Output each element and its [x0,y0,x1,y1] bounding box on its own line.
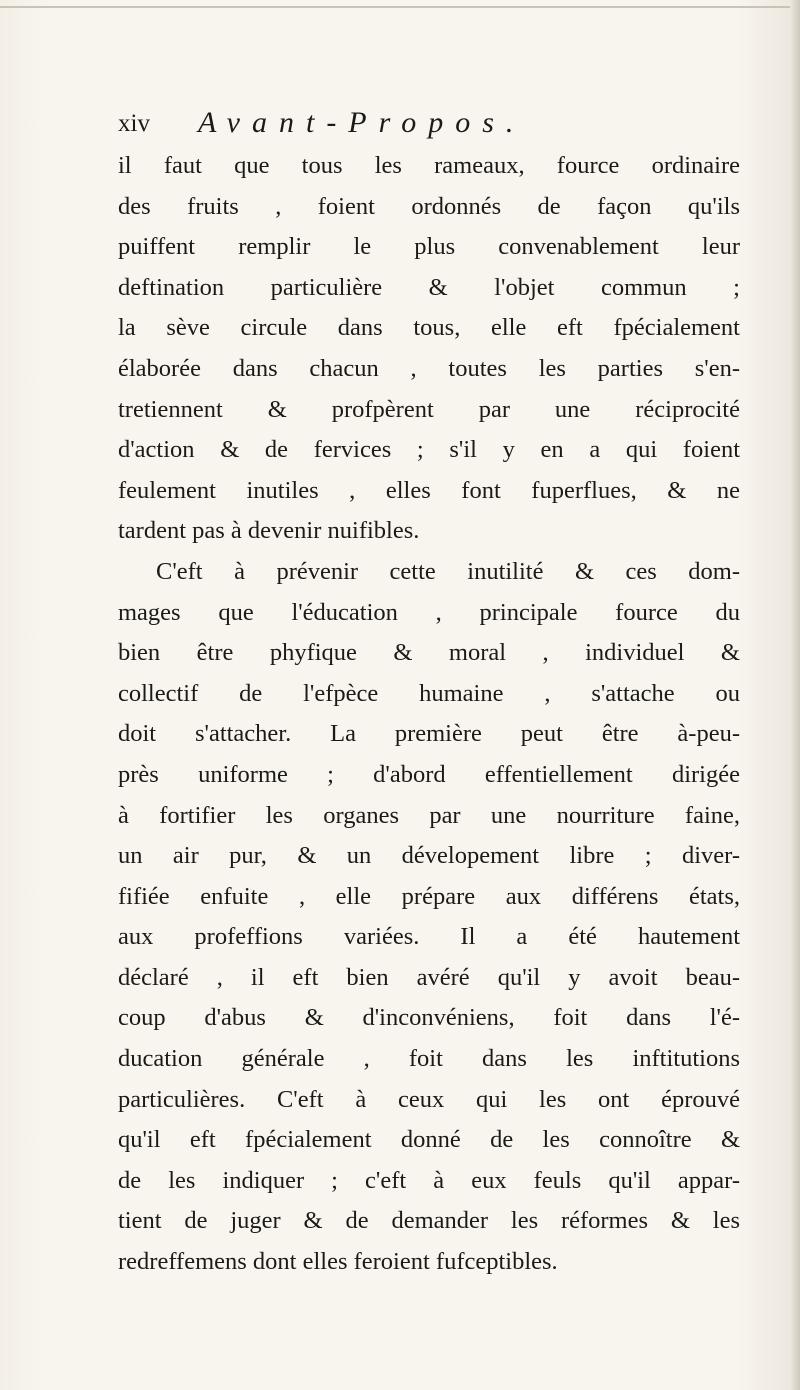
body-text [118,146,740,1283]
text-line: des fruits , foient ordonnés de façon qu'ils [118,192,740,220]
text-line: il faut que tous les rameaux, fource ordinaire [118,152,740,179]
page-number: xiv [118,110,150,137]
text-line: deftination particulière & l'objet commun ; [118,273,740,301]
paragraph-2 [118,552,740,1283]
text-line: déclaré , il eft bien avéré qu'il y avoit beau- [118,963,740,991]
text-line: près uniforme ; d'abord effentiellement dirigée [118,760,740,788]
text-line: ducation générale , foit dans les inftitutions [118,1045,740,1073]
text-line: un air pur, & un dévelopement libre ; diver- [118,842,740,870]
text-line: tient de juger & de demander les réformes & les [118,1207,740,1235]
text-line: redreffemens dont elles feroient fufceptibles. [118,1248,558,1276]
text-line: C'eft à prévenir cette inutilité & ces dom- [156,557,740,585]
text-line: d'action & de fervices ; s'il y en a qui foient [118,436,740,464]
top-rule [0,6,790,8]
text-line: la sève circule dans tous, elle eft fpécialement [118,314,740,342]
page-edge-shadow [790,0,800,1390]
text-line: aux profeffions variées. Il a été hautement [118,923,740,951]
text-line: de les indiquer ; c'eft à eux feuls qu'il appar- [118,1166,740,1194]
text-line: qu'il eft fpécialement donné de les connoître & [118,1126,740,1154]
text-line: élaborée dans chacun , toutes les parties s'en- [118,354,740,382]
text-line: particulières. C'eft à ceux qui les ont éprouvé [118,1085,740,1113]
text-line: tardent pas à devenir nuifibles. [118,517,420,545]
text-line: puiffent remplir le plus convenablement leur [118,233,740,261]
text-line: coup d'abus & d'inconvéniens, foit dans l'é- [118,1004,740,1032]
text-line: fifiée enfuite , elle prépare aux différens états, [118,882,740,910]
text-line: collectif de l'efpèce humaine , s'attache ou [118,679,740,707]
text-line: à fortifier les organes par une nourriture faine, [118,801,740,829]
text-line: bien être phyfique & moral , individuel & [118,639,740,667]
text-line: feulement inutiles , elles font fuperflues, & ne [118,476,740,504]
text-line: doit s'attacher. La première peut être à-peu- [118,720,740,748]
running-title: Avant-Propos. [198,106,526,139]
text-line: mages que l'éducation , principale fource du [118,598,740,626]
text-line: tretiennent & profpèrent par une réciprocité [118,395,740,423]
page-header [118,106,718,146]
paragraph-1 [118,146,740,552]
